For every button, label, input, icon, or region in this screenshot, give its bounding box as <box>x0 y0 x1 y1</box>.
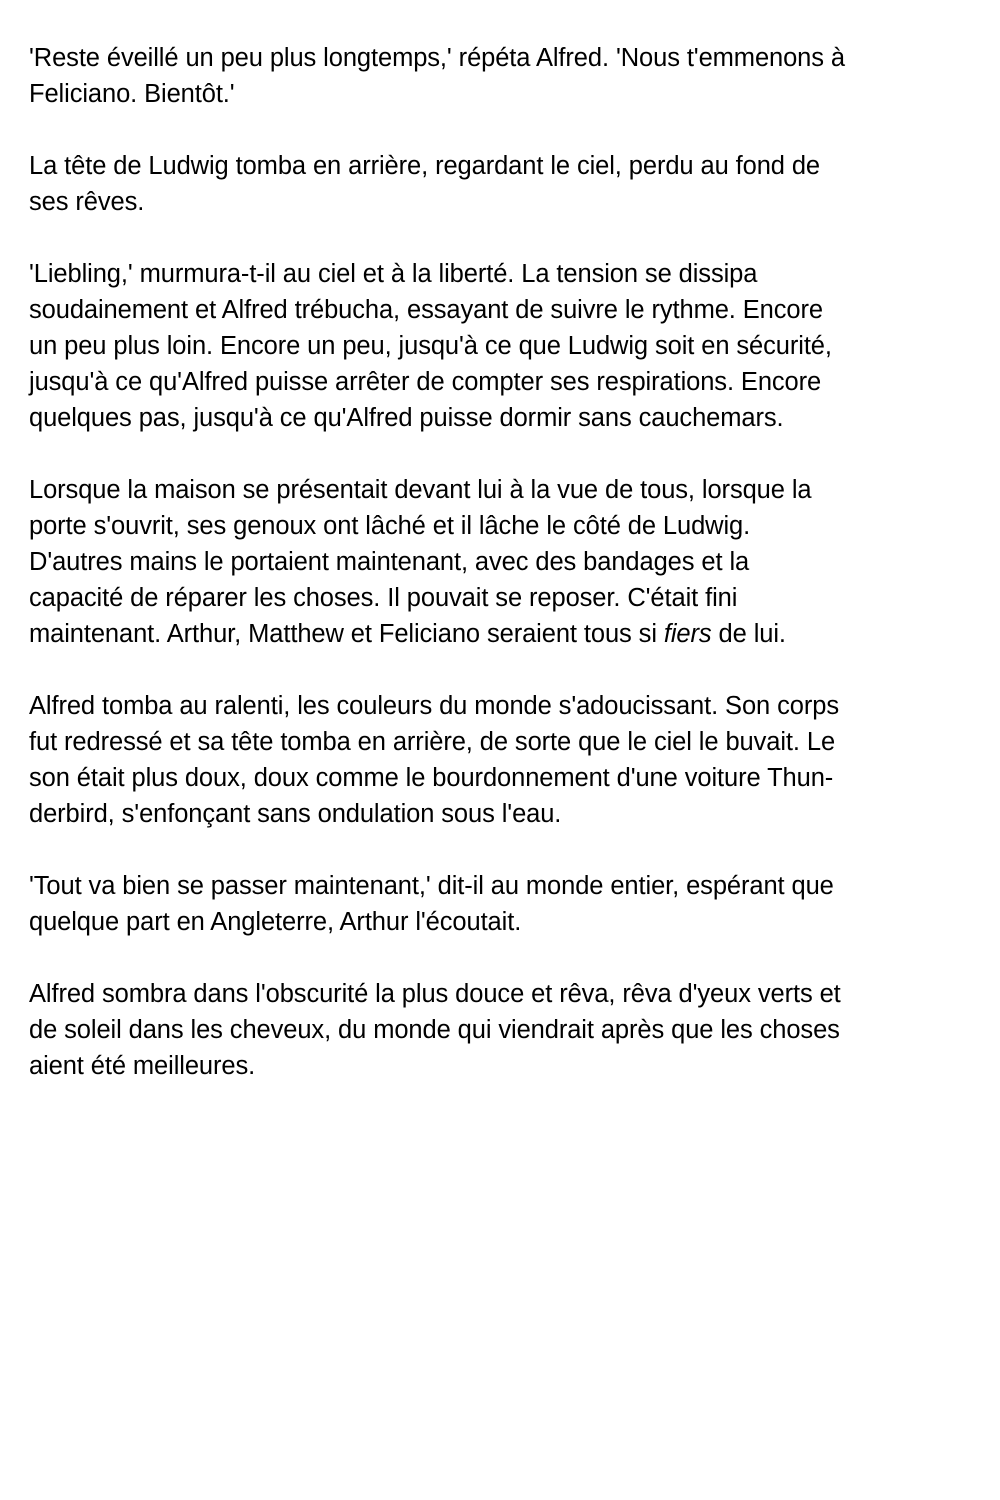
paragraph-2: La tête de Ludwig tomba en arrière, regardant le ciel, perdu au fond de ses rêves. <box>29 152 821 216</box>
paragraph-6: 'Tout va bien se passer maintenant,' dit-il au monde entier, espérant que quelque part en Angleterre, Arthur l'écoutait. <box>29 872 834 936</box>
paragraph-7: Alfred sombra dans l'obscurité la plus douce et rêva, rêva d'yeux verts et de soleil dans les cheveux, du monde qui viendrait après que les choses aient été meilleures. <box>29 980 841 1080</box>
paragraph-4-text-end: de lui. <box>711 620 786 648</box>
paragraph-3: 'Liebling,' murmura-t-il au ciel et à la liberté. La tension se dissipa soudainement et Alfred trébucha, essayant de suivre le rythme. Encore un peu plus loin. Encore un peu, jusqu'à ce que Ludwig soit en sécurité, jusqu'à ce qu'Alfred puisse arrêter de compter ses respirations. Encore quelques pas, jusqu'à ce qu'Alfred puisse dormir sans cauchemars. <box>29 260 832 432</box>
paragraph-5: Alfred tomba au ralenti, les couleurs du monde s'adoucissant. Son corps fut redressé et sa tête tomba en arrière, de sorte que le ciel le buvait. Le son était plus doux, doux comme le bourdonnement d'une voiture Thun- derbird, s'enfonçant sans ondulation sous l'eau. <box>29 692 839 828</box>
paragraph-4-text: Lorsque la maison se présentait devant lui à la vue de tous, lorsque la porte s'ouvrit, ses genoux ont lâché et il lâche le côté de Ludwig. D'autres mains le portaient maintenant, avec des bandages et la capacité de réparer les choses. Il pouvait se reposer. C'était fini maintenant. Arthur, Matthew et Feliciano seraient tous si <box>29 476 812 648</box>
paragraph-1: 'Reste éveillé un peu plus longtemps,' répéta Alfred. 'Nous t'emmenons à Feliciano. Bientôt.' <box>29 44 845 108</box>
emphasis-word: fiers <box>663 620 712 648</box>
paragraph-4 <box>29 472 980 652</box>
